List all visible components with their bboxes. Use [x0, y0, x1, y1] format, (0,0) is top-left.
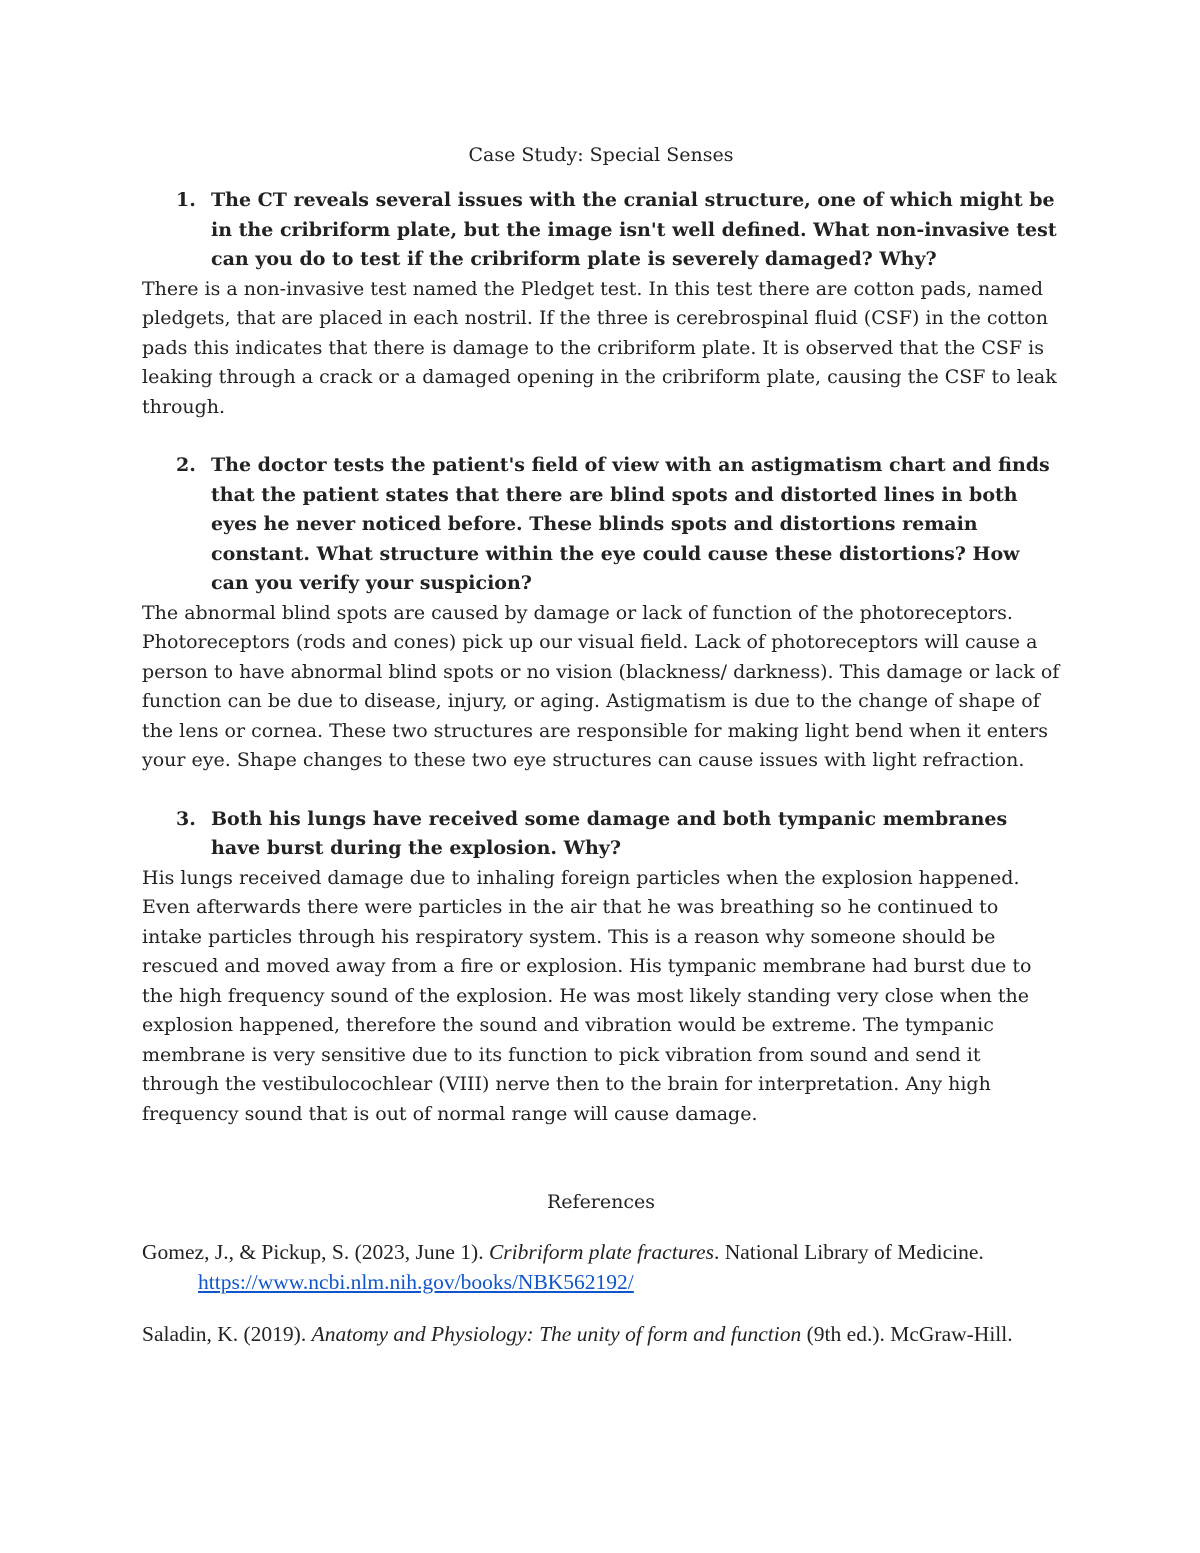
question-3 — [142, 805, 1060, 864]
spacer — [142, 776, 1060, 805]
reference-source: . National Library of Medicine. — [713, 1240, 984, 1264]
question-2 — [142, 451, 1060, 599]
reference-authors: Gomez, J., & Pickup, S. (2023, June 1). — [142, 1240, 489, 1264]
question-number: 2. — [176, 454, 196, 476]
reference-source: (9th ed.). McGraw-Hill. — [801, 1322, 1013, 1346]
reference-authors: Saladin, K. (2019). — [142, 1322, 312, 1346]
spacer — [142, 1217, 1060, 1237]
question-block-2 — [142, 451, 1060, 776]
reference-1 — [142, 1237, 1060, 1297]
question-number: 3. — [176, 807, 196, 830]
document-title: Case Study: Special Senses — [468, 144, 734, 166]
question-block-3 — [142, 805, 1060, 1130]
document-page — [142, 140, 1060, 1349]
spacer — [142, 422, 1060, 451]
reference-link[interactable]: https://www.ncbi.nlm.nih.gov/books/NBK562192/ — [198, 1270, 634, 1294]
reference-2 — [142, 1319, 1060, 1349]
question-block-1 — [142, 186, 1060, 422]
reference-title: Anatomy and Physiology: The unity of form and function — [311, 1322, 802, 1346]
answer-2: The abnormal blind spots are caused by damage or lack of function of the photoreceptors. Photoreceptors (rods and cones) pick up our visual field. Lack of photoreceptors will cause a person to have abnormal blind spots or no vision (blackness/ darkness). This damage or lack of function can be due to disease, injury, or aging. Astigmatism is due to the change of shape of the lens or cornea. These two structures are responsible for making light bend when it enters your eye. Shape changes to these two eye structures can cause issues with light refraction. — [142, 601, 1060, 771]
question-text: The doctor tests the patient's field of view with an astigmatism chart and finds that the patient states that there are blind spots and distorted lines in both eyes he never noticed before. These blinds spots and distortions remain constant. What structure within the eye could cause these distortions? How can you verify your suspicion? — [211, 454, 1050, 594]
answer-3: His lungs received damage due to inhaling foreign particles when the explosion happened. Even afterwards there were particles in the air that he was breathing so he continued to intake particles through his respiratory system. This is a reason why someone should be rescued and moved away from a fire or explosion. His tympanic membrane had burst due to the high frequency sound of the explosion. He was most likely standing very close when the explosion happened, therefore the sound and vibration would be extreme. The tympanic membrane is very sensitive due to its function to pick vibration from sound and send it through the vestibulocochlear (VIII) nerve then to the brain for interpretation. Any high frequency sound that is out of normal range will cause damage. — [142, 866, 1032, 1125]
question-text: The CT reveals several issues with the cranial structure, one of which might be in the cribriform plate, but the image isn't well defined. What non-invasive test can you do to test if the cribriform plate is severely damaged? Why? — [211, 189, 1057, 270]
question-number: 1. — [176, 189, 196, 211]
spacer — [142, 1297, 1060, 1319]
question-1 — [142, 186, 1060, 275]
question-text: Both his lungs have received some damage and both tympanic membranes have burst during the explosion. Why? — [211, 807, 1008, 859]
answer-1: There is a non-invasive test named the Pledget test. In this test there are cotton pads, named pledgets, that are placed in each nostril. If the three is cerebrospinal fluid (CSF) in the cotton pads this indicates that there is damage to the cribriform plate. It is observed that the CSF is leaking through a crack or a damaged opening in the cribriform plate, causing the CSF to leak through. — [142, 277, 1057, 418]
references-heading: References — [546, 1191, 656, 1213]
spacer — [142, 1129, 1060, 1187]
reference-title: Cribriform plate fractures — [488, 1240, 714, 1264]
